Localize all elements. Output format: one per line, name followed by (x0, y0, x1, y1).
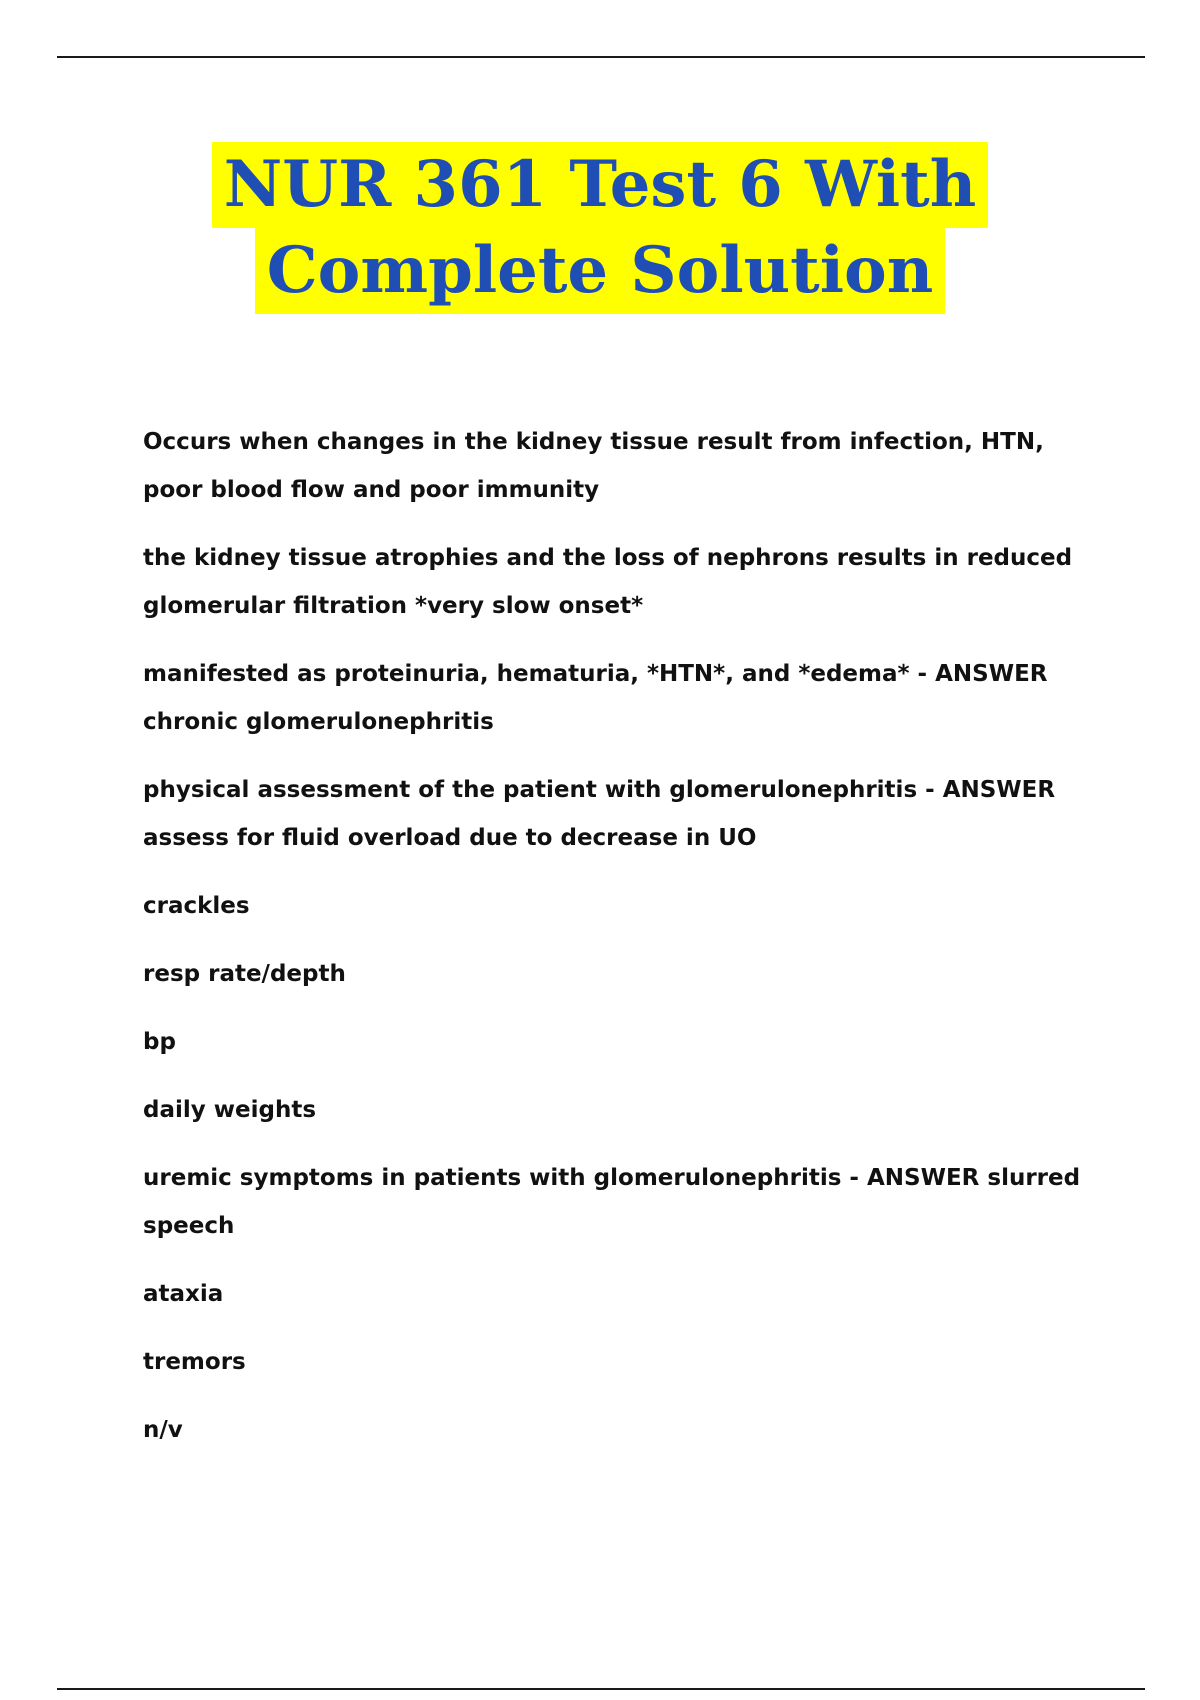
top-rule (57, 56, 1145, 58)
bottom-rule (57, 1688, 1145, 1690)
paragraph-4: physical assessment of the patient with glomerulonephritis - ANSWER assess for fluid overload due to decrease in UO (143, 777, 1056, 851)
paragraph-5: crackles (143, 893, 250, 919)
title-line-2: Complete Solution (255, 228, 946, 314)
paragraph-9: uremic symptoms in patients with glomerulonephritis - ANSWER slurred speech (143, 1165, 1081, 1239)
title-line-1: NUR 361 Test 6 With (212, 142, 989, 228)
paragraph-8: daily weights (143, 1097, 317, 1123)
paragraph-7: bp (143, 1029, 176, 1055)
paragraph-12: n/v (143, 1417, 183, 1443)
document-title (0, 142, 1200, 314)
paragraph-6: resp rate/depth (143, 961, 346, 987)
paragraph-2: the kidney tissue atrophies and the loss of nephrons results in reduced glomerular filtration *very slow onset* (143, 545, 1073, 619)
paragraph-11: tremors (143, 1349, 246, 1375)
paragraph-10: ataxia (143, 1281, 224, 1307)
paragraph-1: Occurs when changes in the kidney tissue result from infection, HTN, poor blood flow and poor immunity (143, 429, 1044, 503)
paragraph-3: manifested as proteinuria, hematuria, *HTN*, and *edema* - ANSWER chronic glomerulonephritis (143, 661, 1048, 735)
document-body (143, 418, 1093, 1474)
